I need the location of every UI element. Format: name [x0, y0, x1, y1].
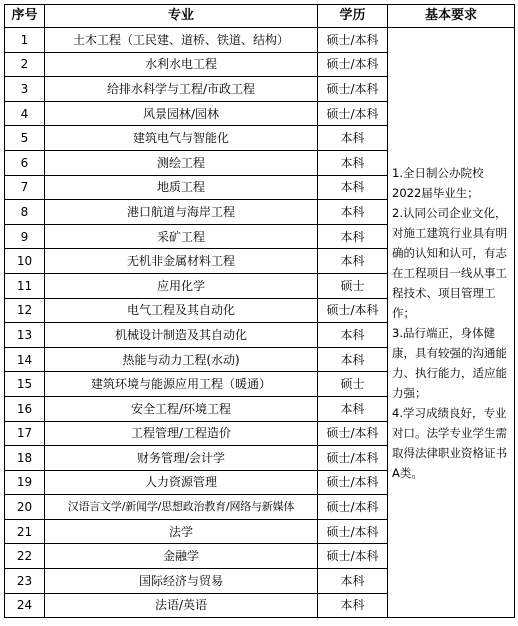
row-index: 14 [5, 347, 45, 372]
row-major: 汉语言文学/新闻学/思想政治教育/网络与新媒体 [45, 495, 318, 520]
row-degree: 本科 [318, 249, 388, 274]
header-row [5, 5, 515, 28]
header-index: 序号 [5, 5, 45, 28]
row-index: 7 [5, 175, 45, 200]
row-index: 3 [5, 77, 45, 102]
row-degree: 硕士 [318, 273, 388, 298]
header-requirements: 基本要求 [388, 5, 515, 28]
requirement-item: 1.全日制公办院校2022届毕业生； [392, 165, 484, 200]
row-index: 21 [5, 519, 45, 544]
row-major: 测绘工程 [45, 150, 318, 175]
row-index: 19 [5, 470, 45, 495]
table-body [5, 28, 515, 618]
recruitment-table [4, 4, 515, 618]
row-degree: 本科 [318, 396, 388, 421]
row-degree: 硕士/本科 [318, 28, 388, 53]
row-degree: 本科 [318, 593, 388, 618]
row-index: 16 [5, 396, 45, 421]
row-degree: 硕士/本科 [318, 77, 388, 102]
row-major: 工程管理/工程造价 [45, 421, 318, 446]
row-degree: 硕士/本科 [318, 101, 388, 126]
row-index: 10 [5, 249, 45, 274]
row-degree: 硕士/本科 [318, 544, 388, 569]
row-index: 8 [5, 200, 45, 225]
requirements-cell [388, 28, 515, 618]
row-major: 机械设计制造及其自动化 [45, 323, 318, 348]
row-index: 22 [5, 544, 45, 569]
row-index: 2 [5, 52, 45, 77]
row-degree: 硕士/本科 [318, 519, 388, 544]
row-degree: 硕士/本科 [318, 495, 388, 520]
row-index: 24 [5, 593, 45, 618]
row-index: 13 [5, 323, 45, 348]
row-major: 人力资源管理 [45, 470, 318, 495]
row-degree: 本科 [318, 569, 388, 594]
row-index: 9 [5, 224, 45, 249]
row-degree: 硕士/本科 [318, 421, 388, 446]
row-major: 法学 [45, 519, 318, 544]
recruitment-table-container [4, 4, 515, 618]
table-header [5, 5, 515, 28]
row-major: 国际经济与贸易 [45, 569, 318, 594]
row-index: 4 [5, 101, 45, 126]
row-major: 金融学 [45, 544, 318, 569]
row-major: 港口航道与海岸工程 [45, 200, 318, 225]
row-major: 财务管理/会计学 [45, 446, 318, 471]
row-degree: 硕士/本科 [318, 470, 388, 495]
row-major: 电气工程及其自动化 [45, 298, 318, 323]
row-index: 15 [5, 372, 45, 397]
row-degree: 硕士 [318, 372, 388, 397]
row-major: 采矿工程 [45, 224, 318, 249]
row-degree: 本科 [318, 200, 388, 225]
requirement-item: 3.品行端正，身体健康，具有较强的沟通能力、执行能力，适应能力强； [392, 325, 507, 400]
row-major: 土木工程（工民建、道桥、铁道、结构） [45, 28, 318, 53]
row-major: 法语/英语 [45, 593, 318, 618]
row-index: 20 [5, 495, 45, 520]
row-index: 18 [5, 446, 45, 471]
requirement-item: 4.学习成绩良好，专业对口。法学专业学生需取得法律职业资格证书A类。 [392, 405, 507, 480]
row-degree: 硕士/本科 [318, 446, 388, 471]
row-degree: 本科 [318, 347, 388, 372]
row-index: 12 [5, 298, 45, 323]
row-major: 给排水科学与工程/市政工程 [45, 77, 318, 102]
row-degree: 硕士/本科 [318, 298, 388, 323]
row-index: 5 [5, 126, 45, 151]
row-major: 安全工程/环境工程 [45, 396, 318, 421]
row-degree: 本科 [318, 126, 388, 151]
table-row [5, 28, 515, 53]
row-major: 地质工程 [45, 175, 318, 200]
row-degree: 本科 [318, 150, 388, 175]
requirement-item: 2.认同公司企业文化，对施工建筑行业具有明确的认知和认可，有志在工程项目一线从事工程技术、项目管理工作； [392, 205, 507, 320]
row-index: 17 [5, 421, 45, 446]
row-degree: 本科 [318, 323, 388, 348]
row-index: 1 [5, 28, 45, 53]
row-index: 23 [5, 569, 45, 594]
row-major: 热能与动力工程(水动) [45, 347, 318, 372]
row-major: 无机非金属材料工程 [45, 249, 318, 274]
row-major: 建筑环境与能源应用工程（暖通） [45, 372, 318, 397]
row-degree: 硕士/本科 [318, 52, 388, 77]
header-degree: 学历 [318, 5, 388, 28]
row-major: 风景园林/园林 [45, 101, 318, 126]
row-degree: 本科 [318, 175, 388, 200]
row-index: 6 [5, 150, 45, 175]
row-major: 应用化学 [45, 273, 318, 298]
row-degree: 本科 [318, 224, 388, 249]
row-index: 11 [5, 273, 45, 298]
header-major: 专业 [45, 5, 318, 28]
row-major: 建筑电气与智能化 [45, 126, 318, 151]
row-major: 水利水电工程 [45, 52, 318, 77]
